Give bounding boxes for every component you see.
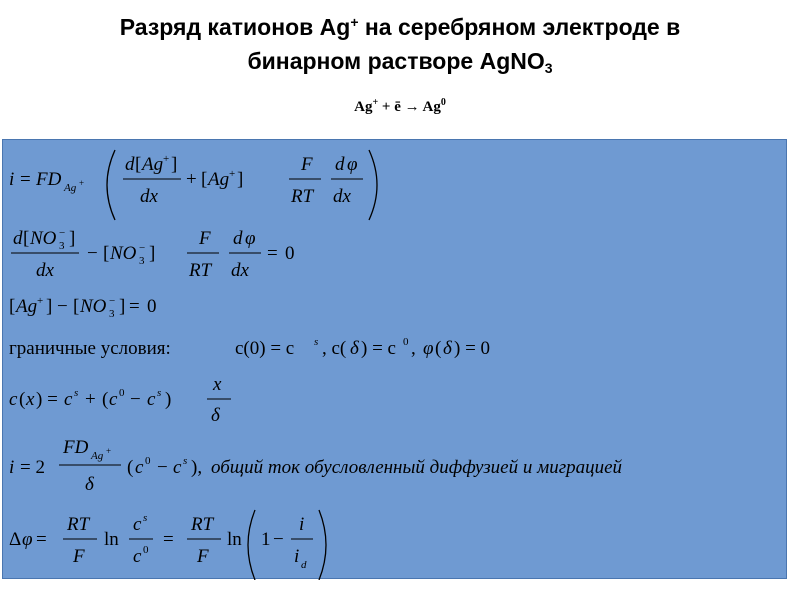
svg-text:(: ( [102, 389, 109, 410]
svg-text:−: − [57, 296, 68, 317]
svg-text:[: [ [23, 228, 30, 249]
svg-text:NO: NO [110, 243, 137, 264]
svg-text:d: d [13, 228, 23, 249]
svg-text:+: + [85, 389, 96, 410]
equation-boundary-conditions [9, 336, 490, 359]
svg-text:c: c [109, 389, 118, 410]
svg-text:NO: NO [80, 296, 107, 317]
svg-text:]: ] [149, 243, 156, 264]
svg-text:=: = [36, 529, 47, 550]
svg-text:[: [ [73, 296, 80, 317]
svg-text:d: d [301, 559, 307, 571]
svg-text:−: − [130, 389, 141, 410]
svg-text:+: + [186, 169, 197, 190]
equation-concentration-profile [9, 374, 231, 426]
current-note: общий ток обусловленный диффузией и миграцией [211, 457, 623, 478]
svg-text:δ: δ [350, 338, 359, 359]
svg-text:c: c [9, 389, 18, 410]
svg-text:F: F [199, 228, 211, 249]
svg-text:δ: δ [443, 338, 452, 359]
svg-text:c: c [64, 389, 73, 410]
svg-text:c(0) = c: c(0) = c [235, 338, 295, 359]
svg-text:dx: dx [140, 186, 158, 207]
slide-title [0, 10, 800, 78]
svg-text:RT: RT [189, 260, 212, 281]
svg-text:0: 0 [145, 455, 151, 467]
svg-text:φ: φ [22, 529, 33, 550]
svg-text:s: s [157, 387, 162, 399]
svg-text:[: [ [201, 169, 208, 190]
svg-text:FD: FD [36, 169, 62, 190]
svg-text:d: d [233, 228, 243, 249]
svg-text:dx: dx [333, 186, 351, 207]
boundary-conditions-label: граничные условия: [9, 338, 171, 359]
svg-text:−: − [273, 529, 284, 550]
svg-text:0: 0 [119, 387, 125, 399]
svg-text:Ag: Ag [91, 450, 104, 462]
svg-text:Ag: Ag [16, 296, 38, 317]
equation-nitrate-flux [11, 227, 295, 281]
svg-text:) =: ) = [36, 389, 58, 410]
svg-text:Δ: Δ [9, 529, 22, 550]
svg-text:c: c [133, 546, 142, 567]
equation-electroneutrality [9, 295, 157, 320]
svg-text:]: ] [119, 296, 126, 317]
svg-text:c: c [173, 457, 182, 478]
svg-text:): ) [165, 389, 172, 410]
svg-text:3: 3 [139, 255, 145, 267]
svg-text:) = c: ) = c [361, 338, 396, 359]
svg-text:s: s [74, 387, 79, 399]
svg-text:i: i [9, 169, 15, 190]
svg-text:0: 0 [147, 296, 157, 317]
svg-text:(: ( [435, 338, 442, 359]
svg-text:, c(: , c( [322, 338, 347, 359]
svg-text:1: 1 [261, 529, 271, 550]
equations-panel [2, 139, 787, 579]
svg-text:]: ] [69, 228, 76, 249]
svg-text:ln: ln [104, 529, 119, 550]
svg-text:Ag: Ag [64, 182, 77, 194]
svg-text:+: + [37, 295, 44, 307]
svg-text:−: − [59, 227, 66, 239]
svg-text:d: d [125, 154, 135, 175]
svg-text:[: [ [103, 243, 110, 264]
svg-text:[: [ [135, 154, 142, 175]
svg-text:=: = [163, 529, 174, 550]
svg-text:−: − [139, 242, 146, 254]
svg-text:φ: φ [347, 154, 358, 175]
svg-text:]: ] [46, 296, 53, 317]
svg-text:F: F [301, 154, 313, 175]
svg-text:φ: φ [423, 338, 434, 359]
svg-text:RT: RT [191, 514, 214, 535]
svg-text:,: , [411, 338, 416, 359]
svg-text:−: − [157, 457, 168, 478]
svg-text:c: c [135, 457, 144, 478]
svg-text:=: = [267, 243, 278, 264]
svg-text:δ: δ [85, 474, 94, 495]
svg-text:x: x [213, 374, 222, 395]
svg-text:]: ] [237, 169, 244, 190]
svg-text:3: 3 [59, 240, 65, 252]
svg-text:δ: δ [211, 405, 220, 426]
svg-text:F: F [197, 546, 209, 567]
title-line-2: бинарном растворе AgNO$_3$ [247, 48, 553, 76]
svg-text:c: c [147, 389, 156, 410]
svg-text:x: x [26, 389, 35, 410]
svg-text:−: − [109, 295, 116, 307]
svg-text:0: 0 [403, 336, 409, 348]
svg-text:dx: dx [36, 260, 54, 281]
svg-text:−: − [87, 243, 98, 264]
svg-text:=: = [20, 169, 31, 190]
svg-text:i: i [9, 457, 15, 478]
svg-text:NO: NO [30, 228, 57, 249]
svg-text:s: s [143, 512, 148, 524]
svg-text:s: s [183, 455, 188, 467]
equation-overpotential [9, 510, 326, 580]
svg-text:]: ] [171, 154, 178, 175]
equation-current-density [9, 150, 377, 220]
svg-text:(: ( [127, 457, 134, 478]
svg-text:RT: RT [291, 186, 314, 207]
svg-text:i: i [299, 514, 305, 535]
svg-text:) = 0: ) = 0 [454, 338, 491, 359]
svg-text:0: 0 [285, 243, 295, 264]
svg-text:+: + [79, 178, 85, 188]
svg-text:i: i [294, 546, 300, 567]
svg-text:c: c [133, 514, 142, 535]
svg-text:d: d [335, 154, 345, 175]
svg-text:[: [ [9, 296, 16, 317]
svg-text:+: + [229, 168, 236, 180]
title-line-1: Разряд катионов Ag+ на серебряном электроде в [119, 14, 681, 40]
svg-text:s: s [314, 336, 319, 348]
svg-text:= 2: = 2 [20, 457, 45, 478]
svg-text:+: + [163, 153, 170, 165]
svg-text:RT: RT [67, 514, 90, 535]
svg-text:Ag: Ag [142, 154, 164, 175]
svg-text:Ag: Ag [208, 169, 230, 190]
svg-text:(: ( [19, 389, 26, 410]
svg-text:ln: ln [227, 529, 242, 550]
svg-text:FD: FD [63, 437, 89, 458]
svg-text:),: ), [191, 457, 203, 478]
svg-text:φ: φ [245, 228, 256, 249]
svg-text:3: 3 [109, 308, 115, 320]
svg-text:dx: dx [231, 260, 249, 281]
svg-text:+: + [106, 446, 112, 456]
svg-text:F: F [73, 546, 85, 567]
svg-text:=: = [129, 296, 140, 317]
reaction-equation: Ag+ + ē → $Ag^0$ [354, 97, 446, 115]
equation-total-current [9, 437, 623, 495]
svg-text:0: 0 [143, 544, 149, 556]
